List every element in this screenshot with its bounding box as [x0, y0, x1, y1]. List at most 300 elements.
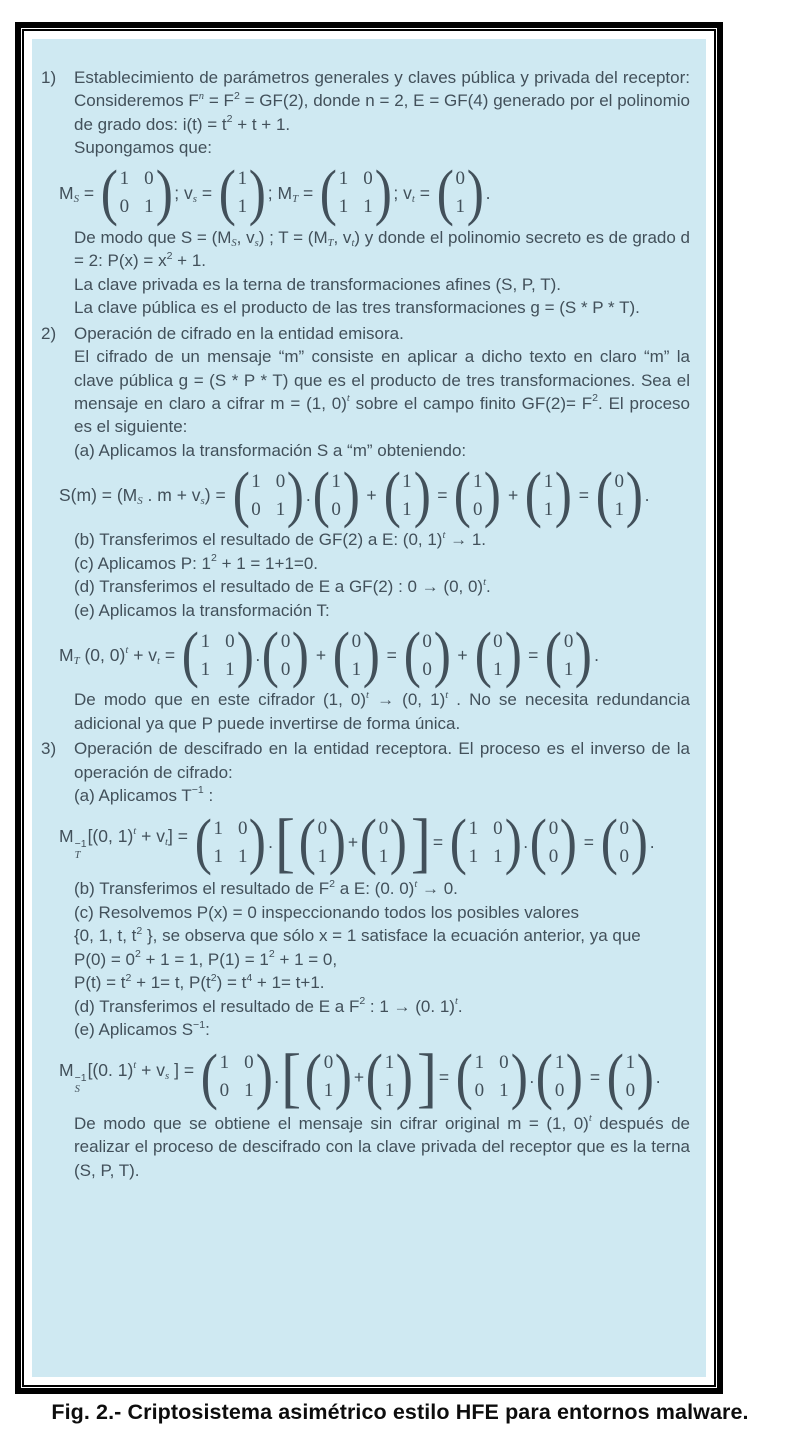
equation-text: MS =	[59, 182, 99, 205]
equation-text: .	[644, 485, 650, 506]
matrix-cell: 0	[619, 845, 630, 867]
left-paren: (	[524, 460, 542, 531]
matrix-cells	[200, 632, 236, 679]
equation-text: +	[361, 485, 382, 506]
superscript: 2	[125, 971, 132, 984]
superscript: 2	[329, 877, 335, 890]
matrix-cells	[323, 1053, 335, 1100]
right-paren: )	[510, 1041, 528, 1112]
equation-text: +	[452, 645, 473, 666]
matrix	[524, 460, 573, 531]
paragraph: Supongamos que:	[74, 138, 212, 158]
matrix	[529, 807, 578, 878]
matrix-cell: 0	[280, 630, 291, 652]
matrix-cell: 1	[251, 470, 261, 492]
matrix-cell: 1	[237, 845, 248, 867]
paragraph: (a) Aplicamos la transformación S a “m” obteniendo:	[74, 440, 467, 460]
left-paren: (	[606, 1041, 624, 1112]
superscript: 2	[268, 948, 275, 961]
matrix	[232, 460, 305, 531]
superscript: t	[442, 529, 446, 541]
superscript: n	[198, 90, 205, 102]
matrix-cell: 0	[619, 817, 630, 839]
matrix-cells	[492, 632, 504, 679]
superscript: 2	[226, 113, 233, 126]
subscript: s	[192, 192, 197, 205]
paragraph: (e) Aplicamos S−1:	[74, 1018, 210, 1040]
matrix	[332, 620, 381, 690]
matrix	[312, 460, 361, 531]
figure-content	[41, 66, 690, 1182]
paragraph: (d) Transferimos el resultado de E a F2 : 1 → (0. 1)t.	[74, 995, 463, 1016]
matrix-cells	[119, 169, 155, 216]
superscript: t	[483, 576, 487, 588]
matrix-cell: 1	[244, 1080, 254, 1102]
numbered-item	[41, 66, 690, 136]
matrix-cell: 1	[472, 470, 483, 492]
equation-text: M −1 T [(0, 1)t + vt] =	[59, 825, 193, 862]
matrix-cell: 1	[402, 498, 412, 520]
right-paren: )	[286, 460, 305, 531]
equation-text: +	[311, 645, 331, 666]
equation	[59, 1039, 690, 1114]
matrix-cell: 1	[499, 1080, 509, 1102]
subscript: t	[351, 237, 355, 249]
left-paren: (	[319, 158, 337, 228]
matrix-cell: 1	[402, 470, 412, 492]
equation-text: .	[305, 485, 311, 506]
right-paren: )	[484, 460, 502, 531]
matrix-cell: 0	[548, 845, 559, 867]
superscript: t	[133, 825, 137, 838]
left-paren: (	[365, 1041, 384, 1112]
paragraph: {0, 1, t, t2 }, se observa que sólo x = 1 satisface la ecuación anterior, ya que	[74, 924, 641, 946]
subscript: T	[74, 850, 81, 862]
matrix-cell: 1	[384, 1080, 395, 1102]
matrix	[535, 1041, 584, 1112]
equation-text: .	[523, 832, 529, 853]
matrix-cells	[219, 1053, 255, 1100]
matrix-cell: 1	[468, 817, 479, 839]
matrix-cells	[625, 1053, 637, 1100]
matrix-cell: 0	[219, 1080, 230, 1102]
matrix-cell: 0	[363, 168, 373, 190]
equation-text: .	[485, 182, 491, 203]
equation-text: ; vs =	[174, 182, 217, 205]
equation-text: S(m) = (MS . m + vs) =	[59, 485, 231, 508]
equation-text: MT (0, 0)t + vt =	[59, 644, 181, 668]
equation-text: .	[274, 1066, 280, 1087]
matrix-cell: 0	[499, 1052, 509, 1074]
subscript: S	[137, 495, 143, 508]
matrix-cell: 1	[275, 498, 286, 520]
left-bracket: [	[275, 805, 295, 880]
matrix	[436, 158, 485, 228]
subscript: S	[73, 192, 79, 205]
equation-text: .	[655, 1066, 661, 1087]
matrix-cell: 1	[614, 498, 624, 520]
superscript: 2	[134, 948, 141, 961]
left-paren: (	[383, 460, 401, 531]
figure-caption: Fig. 2.- Criptosistema asimétrico estilo HFE para entornos malware.	[51, 1400, 749, 1424]
right-paren: )	[636, 1041, 655, 1112]
equation-text: =	[573, 485, 594, 506]
matrix-cell: 0	[244, 1052, 254, 1074]
matrix	[544, 620, 593, 690]
right-paren: )	[362, 620, 381, 690]
matrix-cell: 1	[474, 1052, 485, 1074]
paragraph: El cifrado de un mensaje “m” consiste en aplicar a dicho texto en claro “m” la clave pública g = (S * P * T) que es el producto de tres transformaciones. Sea el mensaje en claro a cifrar m = (1, 0)t sobre el campo finito GF(2)= F2. El proceso es el siguiente:	[74, 347, 690, 437]
matrix-cell: 0	[317, 817, 328, 839]
matrix-cell: 0	[563, 630, 574, 652]
matrix	[194, 807, 267, 878]
matrix-cells	[317, 819, 329, 866]
matrix-cells	[554, 1053, 566, 1100]
matrix-cell: 0	[351, 630, 362, 652]
right-paren: )	[389, 807, 408, 878]
matrix-cells	[384, 1053, 396, 1100]
matrix-cells	[250, 472, 286, 519]
matrix-cell: 1	[237, 196, 248, 218]
matrix-cell: 1	[563, 658, 574, 680]
equation-text: =	[578, 832, 599, 853]
superscript: t	[588, 1113, 592, 1125]
matrix-cell: 1	[317, 845, 328, 867]
matrix-cell: 1	[331, 470, 341, 492]
matrix-cell: 0	[422, 630, 432, 652]
matrix	[218, 158, 267, 228]
equation-text: =	[438, 1066, 455, 1087]
left-paren: (	[595, 460, 613, 531]
equation-text: ; MT =	[267, 182, 319, 205]
right-paren: )	[560, 807, 578, 878]
right-paren: )	[374, 158, 392, 228]
matrix-cells	[543, 472, 555, 519]
superscript: −1	[74, 1072, 87, 1085]
left-paren: (	[312, 460, 330, 531]
matrix-cells	[237, 169, 249, 216]
paragraph: (c) Resolvemos P(x) = 0 inspeccionando todos los posibles valores	[74, 902, 580, 922]
matrix-cells	[548, 819, 560, 866]
right-paren: )	[630, 807, 648, 878]
matrix-cell: 0	[474, 1080, 485, 1102]
left-paren: (	[200, 1041, 218, 1112]
matrix	[455, 1041, 528, 1112]
superscript: −1	[191, 784, 204, 797]
matrix-cell: 0	[548, 817, 559, 839]
superscript: 2	[592, 392, 599, 405]
matrix-cells	[472, 472, 484, 519]
left-paren: (	[194, 807, 212, 878]
matrix-cells	[330, 472, 342, 519]
left-paren: (	[474, 620, 492, 690]
right-paren: )	[466, 158, 484, 228]
paragraph: La clave pública es el producto de las tres transformaciones g = (S * P * T).	[74, 298, 640, 318]
matrix-cell: 0	[144, 168, 154, 190]
superscript: 2	[211, 552, 217, 565]
matrix-cells	[468, 819, 504, 866]
matrix	[100, 158, 173, 228]
matrix	[403, 620, 452, 690]
matrix-cell: 0	[323, 1052, 334, 1074]
matrix-cell: 0	[493, 630, 503, 652]
superscript: t	[454, 996, 458, 1008]
matrix	[359, 807, 408, 878]
superscript: t	[125, 644, 129, 657]
matrix-cell: 0	[378, 817, 389, 839]
equation	[59, 805, 690, 880]
paragraph: (b) Transferimos el resultado de F2 a E: (0. 0)t → 0.	[74, 877, 458, 899]
matrix-cell: 0	[275, 470, 286, 492]
matrix	[606, 1041, 655, 1112]
equation-text: .	[255, 645, 261, 666]
equation	[59, 460, 690, 531]
matrix-cell: 0	[237, 817, 248, 839]
matrix	[383, 460, 432, 531]
item-text: Operación de descifrado en la entidad receptora. El proceso es el inverso de la operación de cifrado:	[74, 739, 690, 782]
left-paren: (	[449, 807, 467, 878]
equation-text: M −1 S [(0. 1)t + vs ] =	[59, 1059, 199, 1096]
matrix-cell: 1	[625, 1052, 636, 1074]
subscript: s	[165, 1070, 170, 1083]
matrix-cells	[421, 632, 433, 679]
matrix-cell: 1	[338, 168, 349, 190]
matrix-cell: 0	[493, 817, 503, 839]
subscript: t	[165, 835, 169, 848]
matrix-cell: 1	[363, 196, 373, 218]
matrix	[298, 807, 347, 878]
figure-frame-inner	[22, 29, 716, 1387]
left-paren: (	[304, 1041, 322, 1112]
numbered-item	[41, 737, 690, 784]
equation-text: .	[594, 645, 599, 666]
equation-text: .	[529, 1066, 535, 1087]
superscript: t	[346, 393, 350, 405]
right-paren: )	[554, 460, 573, 531]
figure-frame	[15, 22, 723, 1394]
subscript: T	[292, 192, 299, 205]
paragraph: (d) Transferimos el resultado de E a GF(2) : 0 → (0, 0)t.	[74, 576, 491, 597]
matrix-cells	[338, 169, 374, 216]
matrix-cell: 0	[331, 498, 341, 520]
equation-text: =	[432, 485, 453, 506]
left-paren: (	[455, 1041, 473, 1112]
equation-text: +	[503, 485, 524, 506]
matrix-cells	[351, 632, 363, 679]
matrix	[365, 1041, 414, 1112]
subscript: S	[231, 237, 237, 249]
equation	[59, 158, 690, 228]
left-paren: (	[100, 158, 118, 228]
numbered-item	[41, 322, 690, 345]
paragraph: (e) Aplicamos la transformación T:	[74, 600, 330, 620]
paragraph: P(t) = t2 + 1= t, P(t2) = t4 + 1= t+1.	[74, 971, 325, 993]
matrix	[261, 620, 310, 690]
item-text: Establecimiento de parámetros generales y claves pública y privada del receptor: Consideremos Fn = F2 = GF(2), donde n = 2, E = GF(4) generado por el polinomio de grado dos: i(t) = t2 + t + 1.	[74, 68, 690, 134]
equation-text: .	[649, 832, 655, 853]
right-paren: )	[504, 807, 522, 878]
subscript: s	[254, 237, 259, 249]
equation-text: =	[432, 832, 448, 853]
matrix-cell: 1	[351, 658, 362, 680]
subscript: t	[157, 655, 161, 668]
matrix-cell: 1	[323, 1080, 334, 1102]
paragraph: P(0) = 02 + 1 = 1, P(1) = 12 + 1 = 0,	[74, 948, 338, 969]
right-paren: )	[575, 620, 593, 690]
matrix-cell: 1	[119, 168, 130, 190]
matrix-cell: 1	[200, 658, 211, 680]
sup-sub-stack	[75, 839, 87, 861]
left-paren: (	[454, 460, 472, 531]
matrix-cell: 1	[378, 845, 389, 867]
matrix	[449, 807, 522, 878]
matrix-cell: 1	[493, 845, 503, 867]
equation	[59, 620, 690, 690]
matrix-cell: 1	[338, 196, 349, 218]
right-paren: )	[433, 620, 451, 690]
matrix	[304, 1041, 353, 1112]
left-paren: (	[298, 807, 316, 878]
equation-text: =	[585, 1066, 605, 1087]
right-bracket: ]	[410, 805, 431, 880]
matrix	[595, 460, 644, 531]
left-paren: (	[600, 807, 618, 878]
right-paren: )	[566, 1041, 584, 1112]
right-paren: )	[625, 460, 643, 531]
subscript: T	[327, 237, 334, 249]
right-paren: )	[504, 620, 522, 690]
superscript: 2	[210, 971, 217, 984]
item-number: 1)	[41, 68, 57, 87]
matrix-cells	[212, 819, 248, 866]
right-paren: )	[334, 1041, 353, 1112]
matrix-cell: 1	[213, 845, 223, 867]
matrix	[319, 158, 392, 228]
matrix-cell: 1	[200, 630, 211, 652]
matrix-cell: 1	[225, 658, 235, 680]
right-paren: )	[342, 460, 360, 531]
right-paren: )	[396, 1041, 414, 1112]
right-paren: )	[236, 620, 254, 690]
right-paren: )	[292, 620, 310, 690]
matrix	[600, 807, 649, 878]
equation-text: ; vt =	[393, 182, 435, 205]
left-paren: (	[332, 620, 350, 690]
matrix-cell: 1	[493, 658, 503, 680]
right-bracket: ]	[416, 1039, 437, 1114]
superscript: t	[133, 1059, 137, 1072]
paragraph: La clave privada es la terna de transformaciones afines (S, P, T).	[74, 274, 561, 294]
left-paren: (	[545, 620, 563, 690]
left-paren: (	[359, 807, 377, 878]
left-paren: (	[436, 158, 454, 228]
matrix-cell: 0	[614, 470, 624, 492]
matrix-cell: 1	[144, 196, 154, 218]
paragraph: De modo que S = (MS, vs) ; T = (MT, vt) y donde el polinomio secreto es de grado d = 2: P(x) = x2 + 1.	[74, 227, 690, 271]
paragraph: (c) Aplicamos P: 12 + 1 = 1+1=0.	[74, 552, 319, 573]
superscript: −1	[193, 1018, 206, 1031]
left-paren: (	[218, 158, 236, 228]
left-paren: (	[535, 1041, 554, 1112]
subscript: s	[200, 495, 205, 508]
item-number: 3)	[41, 739, 57, 759]
figure-panel	[32, 39, 706, 1377]
matrix-cell: 0	[625, 1080, 636, 1102]
matrix-cells	[563, 632, 575, 679]
right-paren: )	[248, 158, 267, 228]
matrix	[181, 620, 254, 690]
left-paren: (	[232, 460, 250, 531]
left-paren: (	[403, 620, 421, 690]
equation-text: =	[381, 645, 402, 666]
superscript: 4	[246, 971, 253, 984]
left-bracket: [	[281, 1039, 302, 1114]
matrix-cells	[613, 472, 625, 519]
equation-text: .	[268, 832, 274, 853]
subscript: S	[74, 1084, 80, 1096]
right-paren: )	[249, 807, 267, 878]
matrix-cell: 1	[543, 470, 554, 492]
left-paren: (	[529, 807, 548, 878]
superscript: 2	[166, 249, 173, 262]
matrix-cell: 1	[468, 845, 479, 867]
matrix-cell: 1	[213, 817, 223, 839]
subscript: t	[411, 192, 415, 205]
paragraph: De modo que se obtiene el mensaje sin cifrar original m = (1, 0)t después de realizar el proceso de descifrado con la clave privada del receptor que es la terna (S, P, T).	[74, 1113, 690, 1180]
matrix	[474, 620, 523, 690]
superscript: 2	[233, 89, 240, 102]
matrix-cell: 0	[280, 658, 291, 680]
superscript: 2	[136, 924, 143, 937]
matrix-cell: 0	[554, 1080, 565, 1102]
subscript: T	[73, 655, 80, 668]
matrix-cells	[454, 169, 466, 216]
right-paren: )	[328, 807, 347, 878]
equation-text: +	[353, 1066, 365, 1087]
equation-text: =	[523, 645, 544, 666]
matrix-cell: 0	[225, 630, 235, 652]
paragraph: (b) Transferimos el resultado de GF(2) a E: (0, 1)t → 1.	[74, 529, 487, 550]
item-number: 2)	[41, 323, 57, 343]
matrix	[200, 1041, 273, 1112]
paragraph: De modo que en este cifrador (1, 0)t → (0, 1)t . No se necesita redundancia adicional ya que P puede invertirse de forma única.	[74, 689, 690, 733]
paragraph: (a) Aplicamos T−1 :	[74, 784, 214, 805]
superscript: 2	[359, 995, 366, 1008]
matrix-cell: 0	[119, 196, 130, 218]
left-paren: (	[261, 620, 280, 690]
matrix-cells	[474, 1053, 510, 1100]
sup-sub-stack	[75, 1073, 87, 1095]
superscript: −1	[74, 838, 87, 851]
superscript: t	[445, 689, 449, 701]
matrix-cell: 1	[237, 168, 248, 190]
matrix-cells	[401, 472, 413, 519]
matrix-cell: 1	[554, 1052, 565, 1074]
matrix-cell: 1	[219, 1052, 230, 1074]
matrix-cell: 0	[472, 498, 483, 520]
superscript: t	[414, 878, 418, 890]
matrix-cell: 1	[384, 1052, 395, 1074]
right-paren: )	[413, 460, 431, 531]
matrix-cells	[619, 819, 631, 866]
superscript: t	[366, 689, 369, 701]
item-text: Operación de cifrado en la entidad emisora.	[74, 323, 404, 343]
matrix-cell: 0	[422, 658, 432, 680]
right-paren: )	[255, 1041, 273, 1112]
matrix-cell: 1	[455, 196, 465, 218]
matrix-cell: 0	[251, 498, 261, 520]
matrix-cell: 0	[455, 168, 465, 190]
